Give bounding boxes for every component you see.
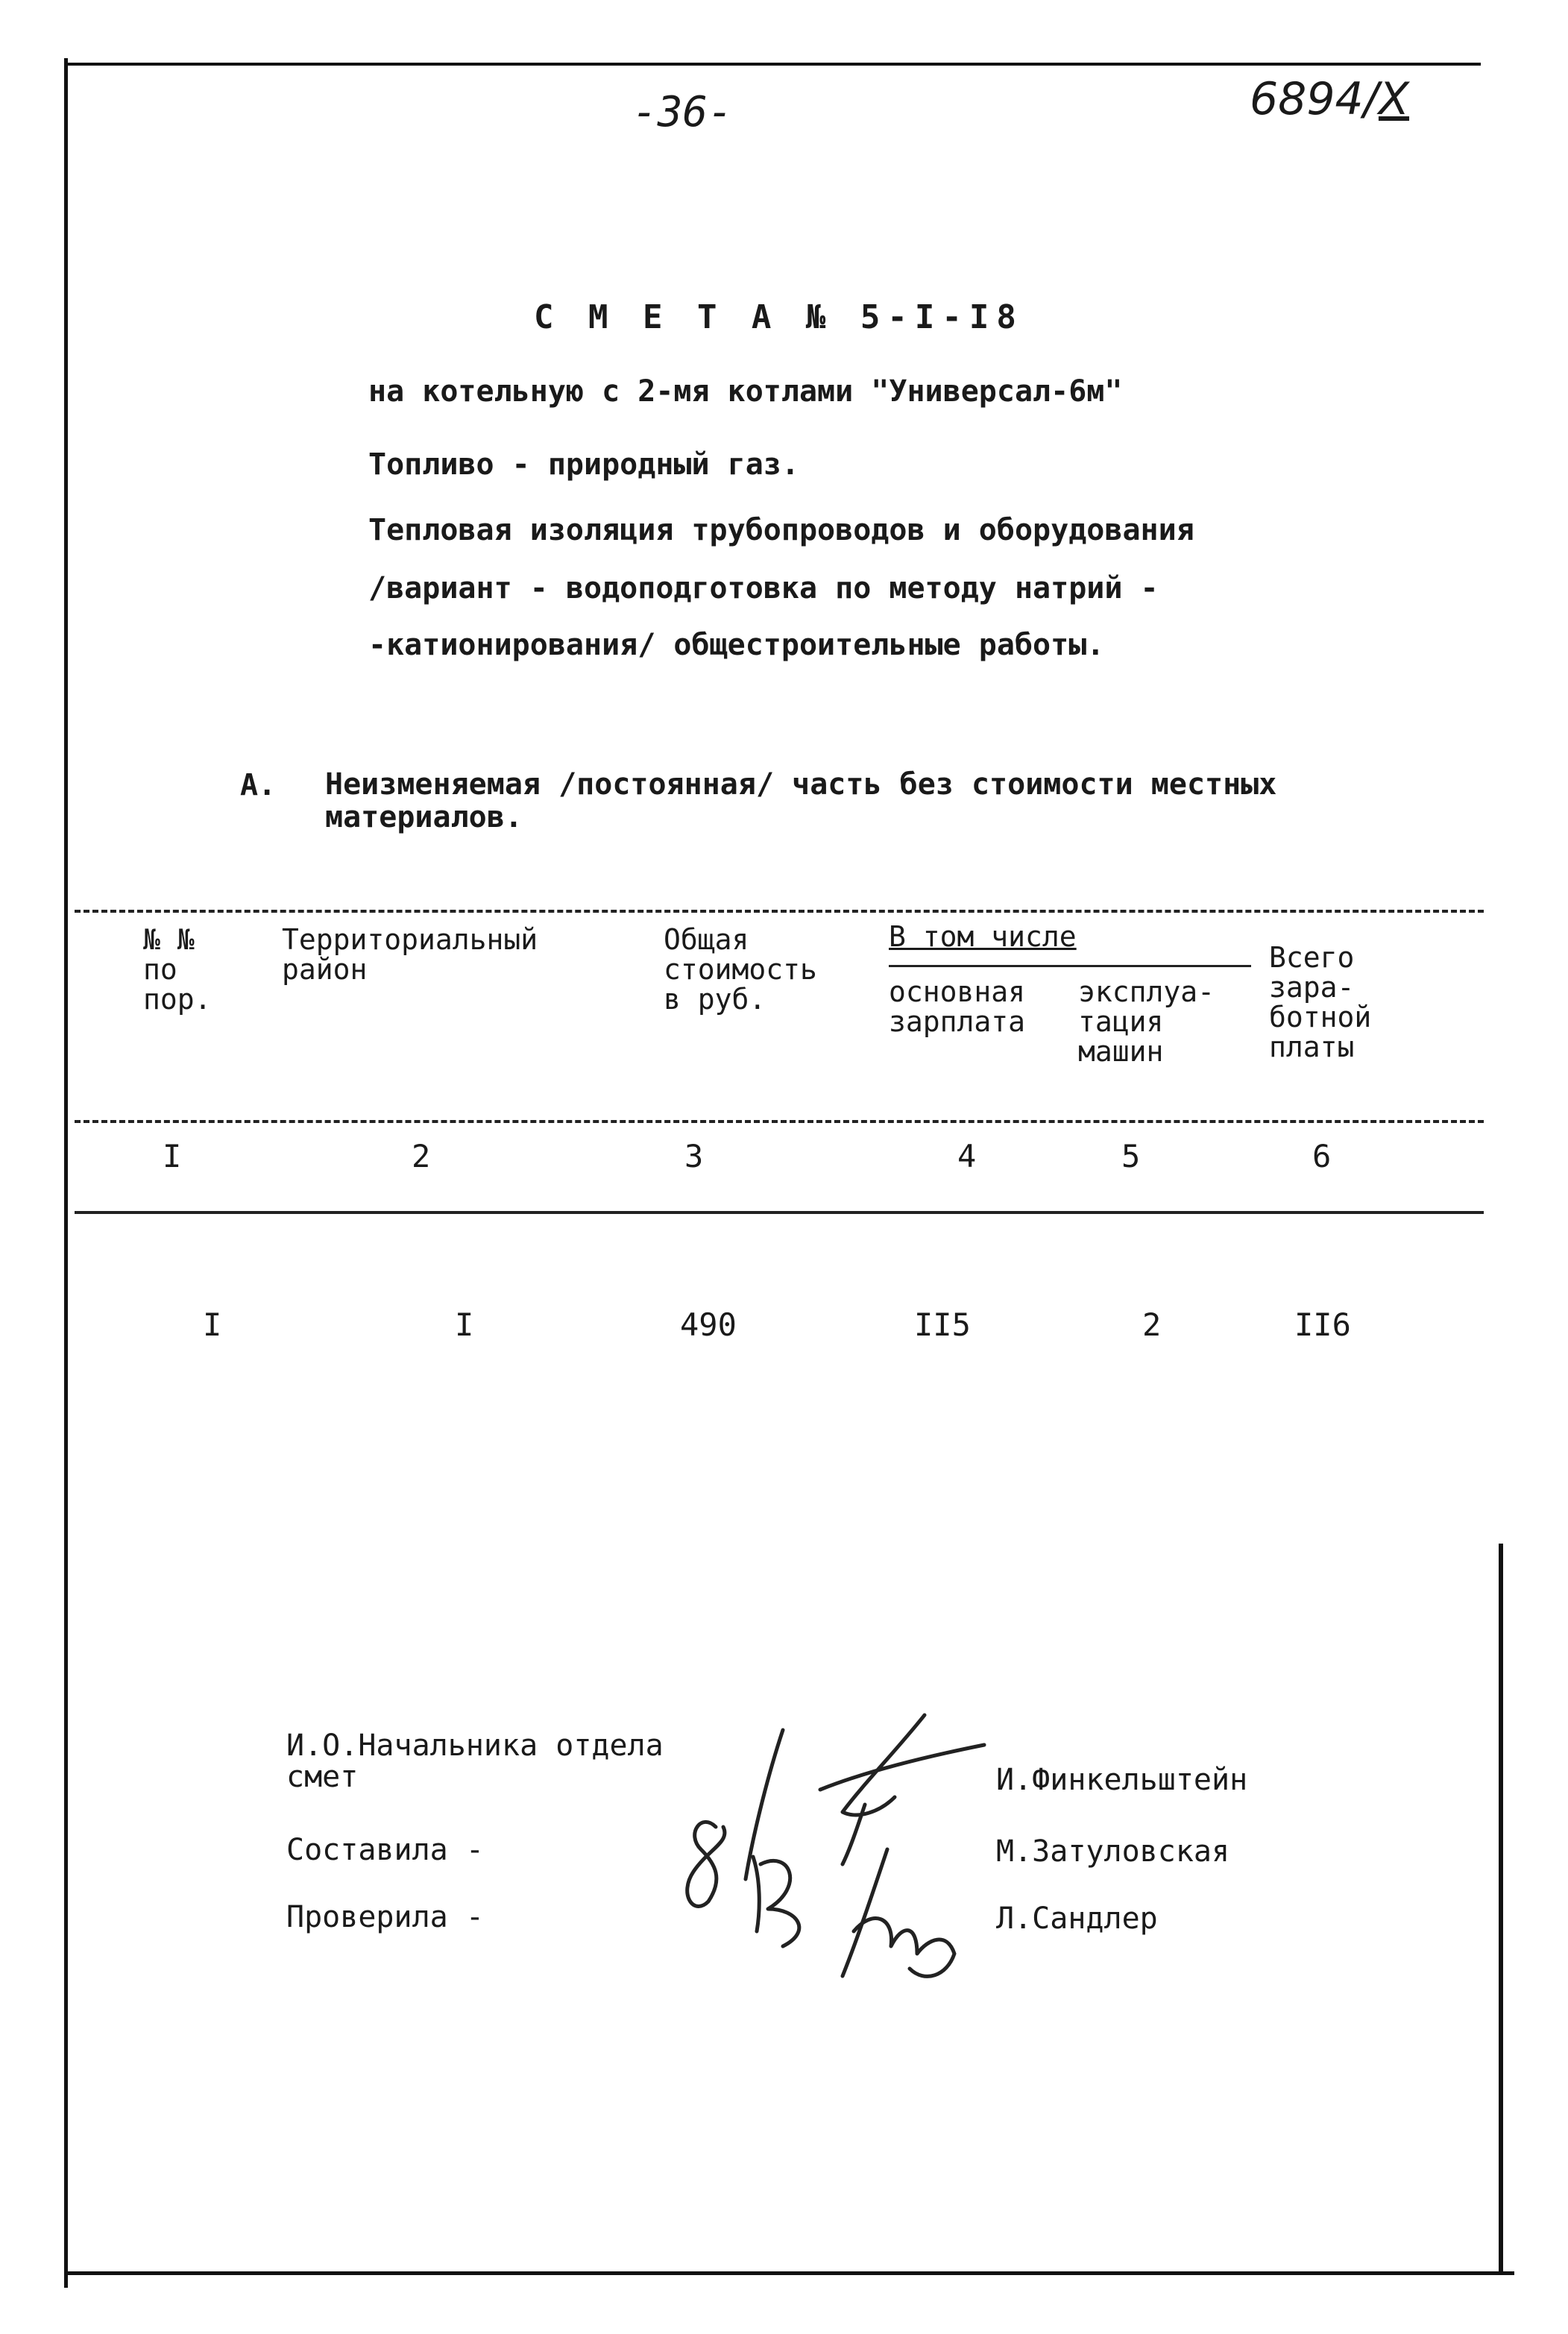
group-header-rule [889, 965, 1251, 967]
table-cell: 490 [680, 1306, 737, 1343]
archive-number-value: 6894/ [1250, 73, 1379, 125]
page-border-right [1499, 1544, 1503, 2274]
column-number: I [163, 1138, 182, 1174]
signature-role: Проверила - [286, 1900, 484, 1934]
column-number: 3 [684, 1138, 704, 1174]
signature-name: М.Затуловская [996, 1834, 1230, 1869]
section-heading: Неизменяемая /постоянная/ часть без стоимости местных материалов. [325, 767, 1277, 834]
signature-name: Л.Сандлер [996, 1902, 1158, 1936]
page-border-left [64, 58, 68, 2288]
table-cell: I [203, 1306, 222, 1343]
table-header-group: В том числе [889, 920, 1077, 953]
handwritten-signature [671, 1685, 999, 1998]
column-number: 5 [1121, 1138, 1141, 1174]
subtitle-line: -катионирования/ общестроительные работы. [368, 628, 1105, 662]
signature-role: Составила - [286, 1833, 484, 1867]
subtitle-line: на котельную с 2-мя котлами "Универсал-6м" [368, 374, 1123, 409]
signature-name: И.Финкельштейн [996, 1763, 1248, 1797]
document-title: С М Е Т А № 5-I-I8 [534, 298, 1024, 336]
page-number: -36- [632, 88, 733, 136]
subtitle-line: Тепловая изоляция трубопроводов и оборудования [368, 513, 1194, 547]
signature-role: И.О.Начальника отдела смет [286, 1729, 664, 1794]
subtitle-line: /вариант - водоподготовка по методу натрий - [368, 571, 1159, 605]
table-header-row-number: № № по пор. [143, 923, 212, 1016]
column-number: 2 [412, 1138, 431, 1174]
section-letter: А. [240, 768, 277, 802]
table-header-base-salary: основная зарплата [889, 975, 1026, 1038]
column-number: 6 [1312, 1138, 1332, 1174]
archive-number [1250, 73, 1409, 125]
page-border-top [64, 63, 1481, 66]
column-number: 4 [957, 1138, 977, 1174]
subtitle-line: Топливо - природный газ. [368, 447, 799, 482]
table-header-total-wages: Всего зара- ботной платы [1269, 941, 1372, 1063]
table-header-machine-operation: эксплуа- тация машин [1078, 975, 1215, 1068]
table-body-rule [75, 1211, 1484, 1214]
table-cell: II5 [914, 1306, 971, 1343]
table-cell: 2 [1142, 1306, 1162, 1343]
archive-number-mark: X [1378, 73, 1410, 125]
table-header-total-cost: Общая стоимость в руб. [664, 923, 817, 1016]
table-header-region: Территориальный район [282, 923, 538, 986]
table-cell: I [455, 1306, 474, 1343]
page-border-bottom [64, 2271, 1514, 2275]
table-cell: II6 [1294, 1306, 1351, 1343]
table-header-rule [75, 1120, 1484, 1123]
table-top-rule [75, 910, 1484, 913]
